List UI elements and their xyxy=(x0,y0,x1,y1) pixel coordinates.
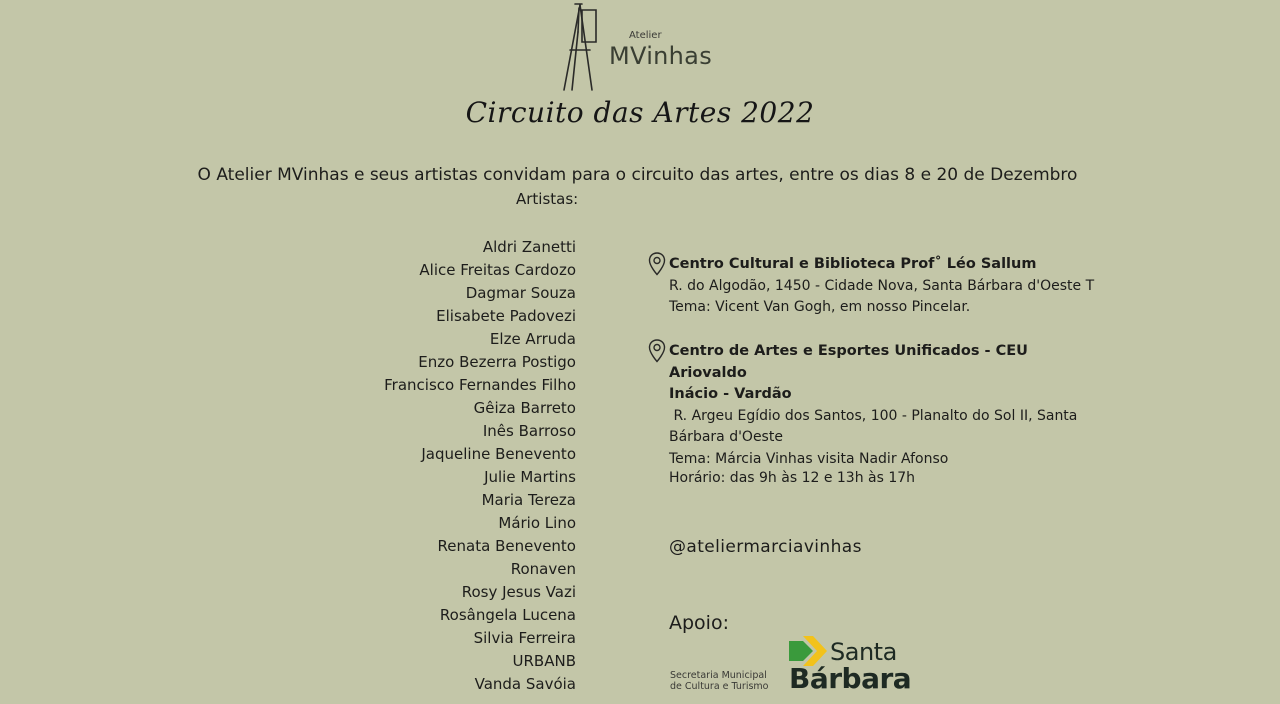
venue-2-address-line2: Bárbara d'Oeste xyxy=(669,429,783,445)
artist-item: Aldri Zanetti xyxy=(482,238,576,256)
artist-item: Maria Tereza xyxy=(481,491,576,509)
santa-barbara-line1: Santa xyxy=(830,638,897,666)
artist-item: Enzo Bezerra Postigo xyxy=(418,353,576,371)
artist-item: Dagmar Souza xyxy=(465,284,576,302)
artist-list xyxy=(384,236,576,696)
venue-1-address: R. do Algodão, 1450 - Cidade Nova, Santa Bárbara d'Oeste T xyxy=(669,277,1095,294)
venue-1 xyxy=(648,254,1108,319)
artist-item: Elze Arruda xyxy=(489,330,576,348)
artist-item: Vanda Savóia xyxy=(474,675,576,693)
artist-item: Jaqueline Benevento xyxy=(421,445,576,463)
atelier-logo xyxy=(560,2,730,94)
secretaria-line-2: de Cultura e Turismo xyxy=(670,681,769,692)
logo-brand-text: MVinhas xyxy=(609,42,712,70)
venue-2-tema: Tema: Márcia Vinhas visita Nadir Afonso xyxy=(669,450,949,467)
artist-item: Alice Freitas Cardozo xyxy=(419,261,576,279)
artist-item: Renata Benevento xyxy=(437,537,576,555)
santa-barbara-line2: Bárbara xyxy=(789,662,912,695)
artist-item: URBANB xyxy=(512,652,576,670)
artist-item: Elisabete Padovezi xyxy=(436,307,576,325)
artist-item: Rosângela Lucena xyxy=(439,606,576,624)
artists-label: Artistas: xyxy=(516,190,579,208)
logo-small-text: Atelier xyxy=(629,30,662,41)
artist-item: Mário Lino xyxy=(498,514,576,532)
venue-2-name-line1: Centro de Artes e Esportes Unificados - CEU Ariovaldo xyxy=(669,343,1028,381)
artist-item: Silvia Ferreira xyxy=(473,629,576,647)
page-title: Circuito das Artes 2022 xyxy=(465,96,815,129)
venue-1-name: Centro Cultural e Biblioteca Prof˚ Léo Sallum xyxy=(669,256,1037,272)
artist-item: Gêiza Barreto xyxy=(473,399,576,417)
map-pin-icon xyxy=(648,339,666,363)
artist-item: Rosy Jesus Vazi xyxy=(461,583,576,601)
instagram-handle: @ateliermarciavinhas xyxy=(669,537,862,557)
artist-item: Julie Martins xyxy=(484,468,576,486)
secretaria-line-1: Secretaria Municipal xyxy=(670,670,767,681)
venue-2-address-line1: R. Argeu Egídio dos Santos, 100 - Planalto do Sol II, Santa xyxy=(669,407,1078,424)
venue-2 xyxy=(648,341,1108,470)
secretaria-text xyxy=(670,670,769,692)
intro-text: O Atelier MVinhas e seus artistas convidam para o circuito das artes, entre os dias 8 e 20 de Dezembro xyxy=(197,165,1078,185)
venue-2-name-line2: Inácio - Vardão xyxy=(669,386,792,402)
artist-item: Ronaven xyxy=(510,560,576,578)
artist-item: Inês Barroso xyxy=(482,422,576,440)
schedule-text: Horário: das 9h às 12 e 13h às 17h xyxy=(669,470,916,486)
santa-barbara-logo xyxy=(789,636,912,696)
artist-item: Francisco Fernandes Filho xyxy=(384,376,576,394)
venue-1-tema: Tema: Vicent Van Gogh, em nosso Pincelar. xyxy=(669,299,971,315)
map-pin-icon xyxy=(648,252,666,276)
support-label: Apoio: xyxy=(669,612,729,634)
